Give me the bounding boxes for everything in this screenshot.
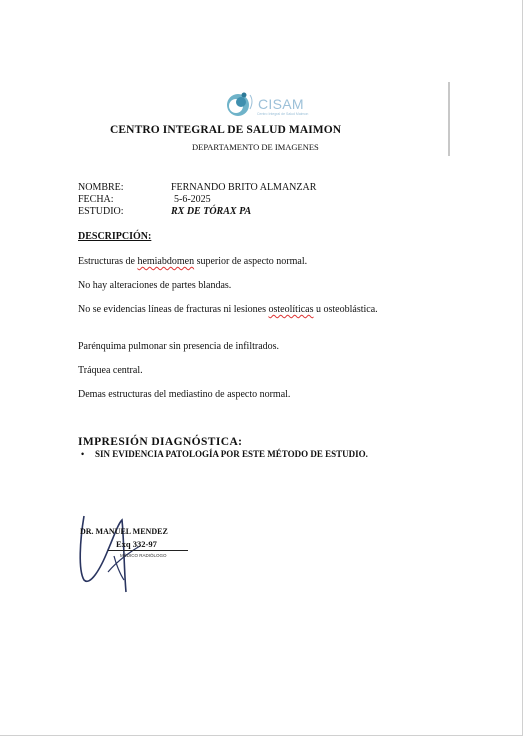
- clinic-title: CENTRO INTEGRAL DE SALUD MAIMON: [110, 124, 342, 136]
- study-label: ESTUDIO:: [78, 206, 124, 217]
- logo-subtext: Centro Integral de Salud Maimon: [257, 112, 309, 116]
- study-value: RX DE TÓRAX PA: [171, 206, 252, 217]
- doctor-role: MÉDICO RADIÓLOGO: [120, 553, 167, 558]
- description-paragraph-1: Estructuras de hemiabdomen superior de aspecto normal.: [78, 256, 308, 267]
- signature-line: [108, 550, 188, 551]
- department-title: DEPARTAMENTO DE IMAGENES: [192, 142, 319, 152]
- margin-rule: [448, 82, 450, 156]
- doctor-name: DR. MANUEL MENDEZ: [80, 527, 168, 536]
- description-paragraph-3: No se evidencias líneas de fracturas ni lesiones osteolíticas u osteoblástica.: [78, 304, 378, 315]
- description-heading: DESCRIPCIÓN:: [78, 231, 152, 242]
- bullet-icon: •: [81, 449, 85, 459]
- logo-text: CISAM: [258, 96, 304, 112]
- exequatur-number: Exq 332-97: [116, 539, 157, 549]
- impression-heading: IMPRESIÓN DIAGNÓSTICA:: [78, 436, 243, 448]
- description-paragraph-4: Parénquima pulmonar sin presencia de infiltrados.: [78, 341, 280, 352]
- description-paragraph-5: Tráquea central.: [78, 365, 143, 376]
- description-paragraph-2: No hay alteraciones de partes blandas.: [78, 280, 232, 291]
- impression-item: [81, 449, 368, 459]
- patient-name-label: NOMBRE:: [78, 182, 124, 193]
- description-paragraph-6: Demas estructuras del mediastino de aspecto normal.: [78, 389, 291, 400]
- patient-name-value: FERNANDO BRITO ALMANZAR: [171, 182, 317, 193]
- date-value: 5-6-2025: [174, 194, 211, 205]
- date-label: FECHA:: [78, 194, 114, 205]
- spellcheck-word: hemiabdomen: [137, 256, 195, 267]
- spellcheck-word: osteolíticas: [268, 304, 314, 315]
- impression-text: SIN EVIDENCIA PATOLOGÍA POR ESTE MÉTODO DE ESTUDIO.: [95, 449, 368, 459]
